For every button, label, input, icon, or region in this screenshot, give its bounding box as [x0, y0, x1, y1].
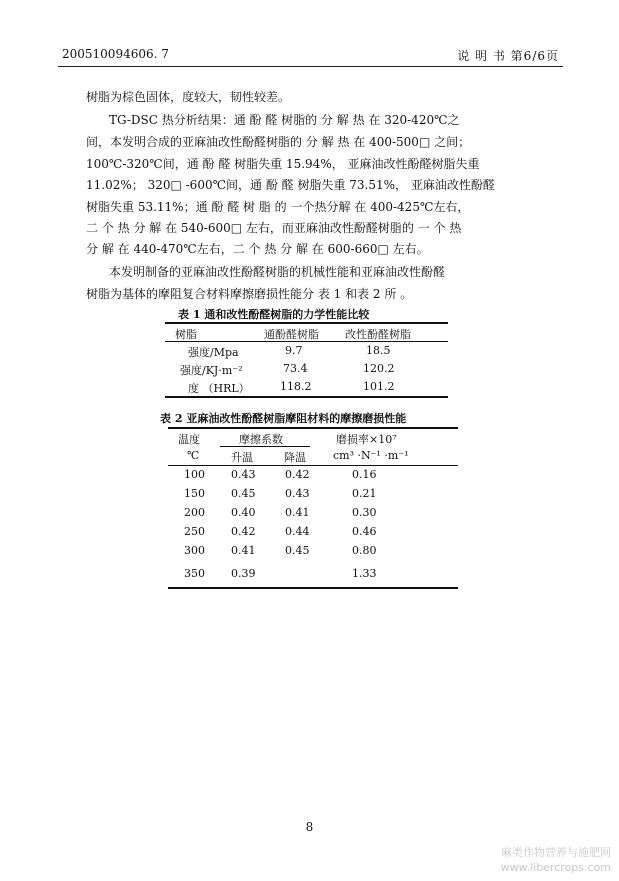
table2-row2-cooling: 0.43	[285, 487, 310, 500]
section-page-label: 说 明 书 第6/6页	[457, 49, 559, 63]
body-line-8: 分 解 在 440-470℃左右，二 个 热 分 解 在 600-660□ 左右。	[86, 242, 429, 256]
body-line-10: 树脂为基体的摩阻复合材料摩擦磨损性能分 表 1 和表 2 所 。	[86, 287, 413, 301]
table1-header-modified: 改性酚醛树脂	[345, 328, 411, 341]
table1-header-ordinary: 通酚醛树脂	[264, 328, 319, 341]
table2-caption: 表 2 亚麻油改性酚醛树脂摩阻材料的摩擦磨损性能	[160, 412, 407, 425]
table2-row1-cooling: 0.42	[285, 468, 310, 481]
table2-row5-wear: 0.80	[352, 544, 377, 557]
table1-row2-modified: 120.2	[363, 362, 395, 375]
table2-header-wear: 磨损率×10⁷	[336, 433, 397, 446]
header-rule	[58, 66, 563, 67]
body-line-6: 树脂失重 53.11%；通 酚 醛 树 脂 的 一个热分解 在 400-425℃左右，	[86, 200, 470, 214]
table1-caption: 表 1 通和改性酚醛树脂的力学性能比较	[178, 308, 370, 321]
body-line-1: 树脂为棕色固体，度较大，韧性较差。	[86, 90, 291, 104]
table2-row4-cooling: 0.44	[285, 525, 310, 538]
table2-row2-heating: 0.45	[231, 487, 256, 500]
table2-row3-wear: 0.30	[352, 506, 377, 519]
table1-top-rule	[165, 322, 448, 324]
table2-friction-subrule	[220, 446, 310, 447]
table2-row4-wear: 0.46	[352, 525, 377, 538]
table2-row6-heating: 0.39	[231, 567, 256, 580]
table1-row1-modified: 18.5	[366, 344, 391, 357]
table2-header-friction: 摩擦系数	[239, 433, 283, 446]
body-line-9: 本发明制备的亚麻油改性酚醛树脂的机械性能和亚麻油改性酚醛	[109, 265, 446, 279]
table2-row5-cooling: 0.45	[285, 544, 310, 557]
table2-row1-heating: 0.43	[231, 468, 256, 481]
table2-row5-temp: 300	[184, 544, 205, 557]
table2-header-wear-unit: cm³ ·N⁻¹ ·m⁻¹	[333, 449, 409, 462]
table1-row2-label: 强度/KJ·m⁻²	[180, 364, 243, 377]
site-watermark	[501, 845, 611, 875]
table2-row2-wear: 0.21	[352, 487, 377, 500]
watermark-site-url: www.libercrops.com	[500, 861, 611, 874]
patent-number: 200510094606. 7	[62, 47, 169, 61]
table1-header-rule	[165, 341, 448, 342]
page-number: 8	[305, 820, 314, 834]
table2-header-rule	[168, 465, 458, 466]
table2-row1-temp: 100	[184, 468, 205, 481]
body-line-5: 11.02%； 320□ -600℃间，通 酚 醛 树脂失重 73.51%， 亚麻油改性酚醛	[86, 178, 495, 192]
table2-row4-heating: 0.42	[231, 525, 256, 538]
table2-top-rule	[168, 427, 458, 429]
table1-header-resin: 树脂	[175, 328, 197, 341]
table1-row3-modified: 101.2	[363, 380, 395, 393]
table2-row3-heating: 0.40	[231, 506, 256, 519]
table1-row1-label: 强度/Mpa	[188, 346, 239, 359]
table1-bottom-rule	[165, 396, 448, 398]
body-line-2: TG-DSC 热分析结果：通 酚 醛 树脂的 分 解 热 在 320-420℃之	[109, 113, 460, 127]
table2-row6-temp: 350	[184, 567, 205, 580]
table1-row1-ordinary: 9.7	[285, 344, 303, 357]
table2-header-temp-unit: ℃	[187, 449, 200, 462]
table2-header-heating: 升温	[231, 451, 253, 464]
table2-row6-wear: 1.33	[352, 567, 377, 580]
table2-header-temp: 温度	[178, 433, 200, 446]
table2-row3-cooling: 0.41	[285, 506, 310, 519]
body-line-7: 二 个 热 分 解 在 540-600□ 左右，而亚麻油改性酚醛树脂的 一 个 热	[86, 221, 462, 235]
table2-row4-temp: 250	[184, 525, 205, 538]
table2-row2-temp: 150	[184, 487, 205, 500]
table2-row5-heating: 0.41	[231, 544, 256, 557]
table1-row3-ordinary: 118.2	[280, 380, 312, 393]
table2-row3-temp: 200	[184, 506, 205, 519]
table2-bottom-rule	[168, 587, 458, 589]
table2-row1-wear: 0.16	[352, 468, 377, 481]
table1-row3-label: 度 （HRL）	[188, 382, 250, 395]
table2-header-cooling: 降温	[284, 451, 306, 464]
body-line-4: 100℃-320℃间，通 酚 醛 树脂失重 15.94%， 亚麻油改性酚醛树脂失重	[86, 157, 480, 171]
body-line-3: 间，本发明合成的亚麻油改性酚醛树脂的 分 解 热 在 400-500□ 之间；	[86, 135, 471, 149]
watermark-site-name: 麻类作物营养与施肥网	[501, 846, 611, 859]
table1-row2-ordinary: 73.4	[283, 362, 308, 375]
